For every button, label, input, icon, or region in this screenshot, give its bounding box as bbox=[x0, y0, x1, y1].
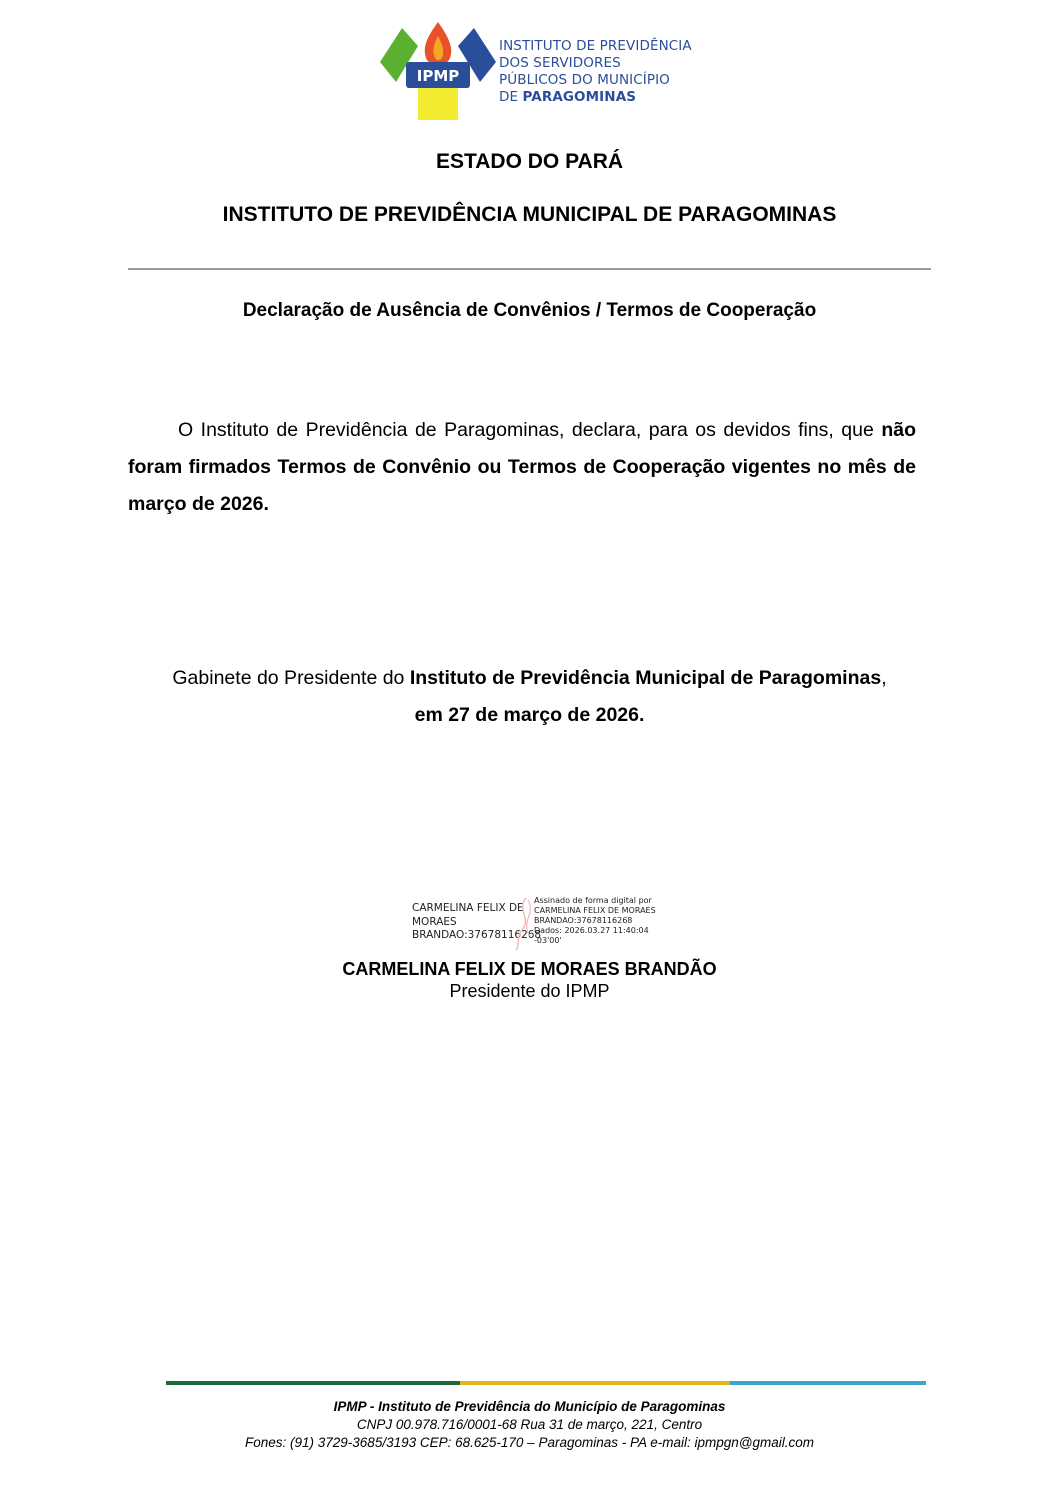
sig-name-line-1: CARMELINA FELIX DE bbox=[412, 902, 524, 914]
place-suffix: , bbox=[881, 667, 887, 689]
logo-line-4-prefix: DE bbox=[499, 89, 523, 105]
sig-detail-3: BRANDAO:37678116268 bbox=[534, 916, 633, 925]
footer-bar-yellow bbox=[460, 1381, 730, 1385]
declaration-bold-text: não foram firmados Termos de Convênio ou Termos de Cooperação vigentes no mês de março de 2026. bbox=[128, 419, 916, 515]
place-and-date bbox=[0, 660, 1059, 734]
digital-signature-details bbox=[534, 896, 656, 946]
declaration-paragraph bbox=[128, 412, 916, 523]
sig-detail-1: Assinado de forma digital por bbox=[534, 896, 652, 905]
place-line bbox=[0, 660, 1059, 697]
digital-signature-block bbox=[412, 896, 672, 952]
footer-color-bar bbox=[166, 1381, 926, 1385]
sig-name-line-3: BRANDAO:37678116268 bbox=[412, 929, 542, 941]
sig-detail-2: CARMELINA FELIX DE MORAES bbox=[534, 906, 656, 915]
institute-heading: INSTITUTO DE PREVIDÊNCIA MUNICIPAL DE PARAGOMINAS bbox=[222, 203, 837, 226]
header-divider bbox=[128, 268, 931, 270]
signer-role: Presidente do IPMP bbox=[449, 981, 610, 1001]
declaration-text: O Instituto de Previdência de Paragominas, declara, para os devidos fins, que bbox=[178, 419, 882, 441]
logo-line-2: DOS SERVIDORES bbox=[499, 55, 621, 71]
ipmp-logo bbox=[378, 20, 692, 124]
state-heading: ESTADO DO PARÁ bbox=[435, 150, 624, 173]
logo-line-3: PÚBLICOS DO MUNICÍPIO bbox=[499, 72, 670, 88]
footer-bar-blue bbox=[730, 1381, 926, 1385]
footer-bar-green bbox=[166, 1381, 460, 1385]
place-prefix: Gabinete do Presidente do bbox=[172, 667, 410, 689]
logo-line-4 bbox=[499, 89, 692, 106]
logo-text bbox=[499, 38, 692, 106]
footer-line-1: IPMP - Instituto de Previdência do Município de Paragominas bbox=[333, 1399, 726, 1414]
logo-line-4-bold: PARAGOMINAS bbox=[522, 89, 637, 105]
document-date: em 27 de março de 2026. bbox=[414, 704, 645, 726]
place-institute: Instituto de Previdência Municipal de Paragominas bbox=[409, 667, 882, 689]
sig-detail-4: Dados: 2026.03.27 11:40:04 bbox=[534, 926, 649, 935]
logo-line-1: INSTITUTO DE PREVIDÊNCIA bbox=[499, 38, 692, 54]
signer-block bbox=[0, 958, 1059, 1002]
document-title: Declaração de Ausência de Convênios / Termos de Cooperação bbox=[242, 300, 817, 321]
sig-detail-5: -03'00' bbox=[534, 936, 562, 945]
signer-name: CARMELINA FELIX DE MORAES BRANDÃO bbox=[342, 959, 717, 979]
page-footer bbox=[0, 1398, 1059, 1452]
sig-name-line-2: MORAES bbox=[412, 915, 457, 928]
ipmp-emblem-icon bbox=[378, 20, 498, 124]
footer-line-3: Fones: (91) 3729-3685/3193 CEP: 68.625-170 – Paragominas - PA e-mail: ipmpgn@gmail.com bbox=[244, 1435, 814, 1450]
logo-badge-text: IPMP bbox=[416, 67, 460, 85]
footer-line-2: CNPJ 00.978.716/0001-68 Rua 31 de março, 221, Centro bbox=[356, 1417, 703, 1432]
